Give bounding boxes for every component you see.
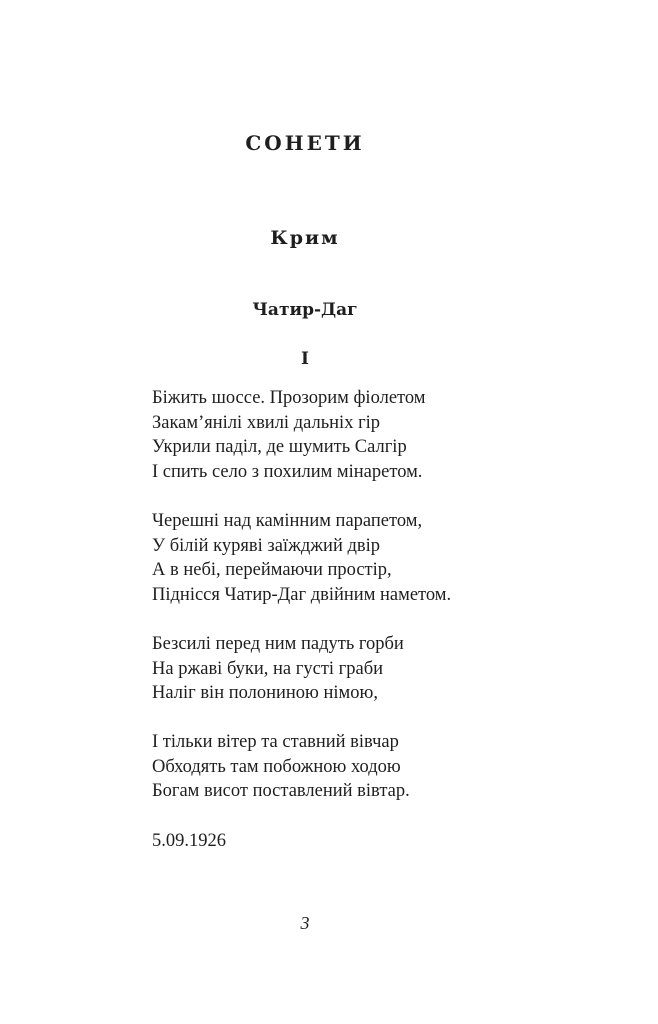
section-title: СОНЕТИ — [245, 131, 365, 155]
poem-line: Закам’янілі хвилі дальніх гір — [152, 412, 381, 433]
poem-line: У білій куряві заїжджий двір — [152, 535, 381, 556]
stanza-4 — [152, 730, 612, 804]
cycle-title: Крим — [270, 227, 340, 249]
stanza-2 — [152, 509, 612, 607]
poem-line: Черешні над камінним парапетом, — [152, 511, 423, 531]
poem-line: І спить село з похилим мінаретом. — [152, 461, 423, 482]
poem-date: 5.09.1926 — [152, 831, 226, 851]
poem-line: На ржаві буки, на густі граби — [152, 658, 384, 679]
poem-line: Наліг він полониною німою, — [152, 683, 378, 704]
poem-line: Піднісся Чатир-Даг двійним наметом. — [152, 584, 452, 605]
stanza-3 — [152, 632, 612, 706]
poem-line: А в небі, переймаючи простір, — [152, 560, 392, 581]
poem-line: І тільки вітер та ставний вівчар — [152, 732, 399, 752]
poem-line: Богам висот поставлений вівтар. — [152, 781, 410, 802]
page-number: 3 — [300, 913, 310, 933]
stanza-1 — [152, 386, 612, 484]
poem-title: Чатир-Даг — [252, 300, 358, 320]
poem-line: Біжить шоссе. Прозорим фіолетом — [152, 388, 426, 408]
poem-line: Укрили паділ, де шумить Салгір — [152, 437, 407, 458]
poem-line: Безсилі перед ним падуть горби — [152, 634, 404, 654]
poem-line: Обходять там побожною ходою — [152, 756, 401, 777]
poem-number: I — [301, 349, 309, 369]
